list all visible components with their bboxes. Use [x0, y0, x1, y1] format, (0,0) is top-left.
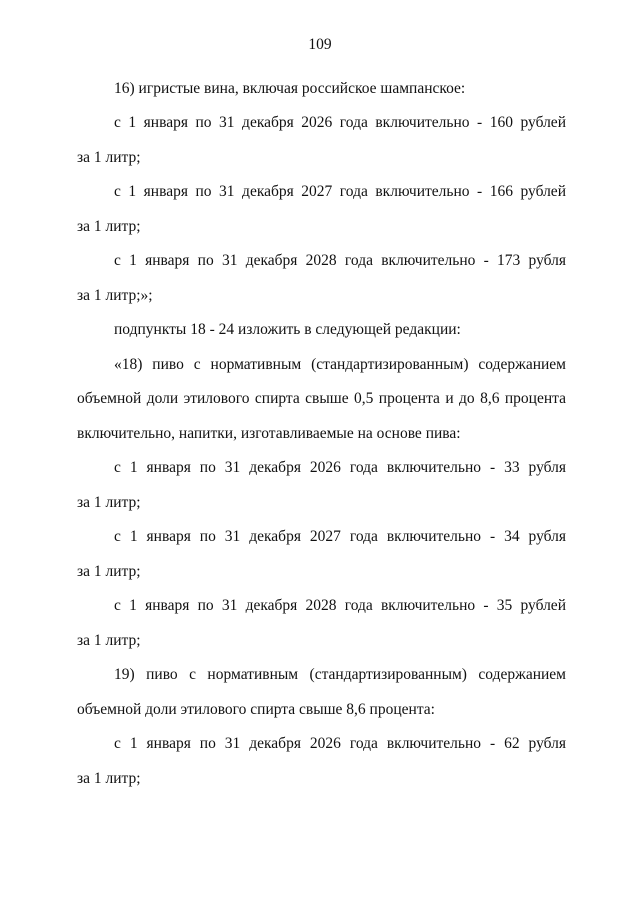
text-line: 19) пиво с нормативным (стандартизированным) содержанием: [114, 666, 566, 683]
text-line: объемной доли этилового спирта свыше 0,5 процента и до 8,6 процента: [77, 390, 566, 407]
text-line: подпункты 18 - 24 изложить в следующей редакции:: [114, 321, 461, 338]
text-line: за 1 литр;»;: [77, 287, 153, 304]
text-line: объемной доли этилового спирта свыше 8,6 процента:: [77, 701, 435, 718]
text-line: за 1 литр;: [77, 149, 141, 166]
page-number: 109: [308, 36, 332, 53]
text-line: включительно, напитки, изготавливаемые на основе пива:: [77, 425, 461, 442]
text-line: за 1 литр;: [77, 770, 141, 787]
text-line: с 1 января по 31 декабря 2028 года включительно - 35 рублей: [114, 597, 566, 614]
text-line: с 1 января по 31 декабря 2026 года включительно - 33 рубля: [114, 459, 566, 476]
text-line: 16) игристые вина, включая российское шампанское:: [114, 80, 466, 97]
text-line: за 1 литр;: [77, 218, 141, 235]
text-line: за 1 литр;: [77, 494, 141, 511]
text-line: с 1 января по 31 декабря 2027 года включительно - 166 рублей: [114, 183, 566, 200]
text-line: за 1 литр;: [77, 563, 141, 580]
text-line: с 1 января по 31 декабря 2027 года включительно - 34 рубля: [114, 528, 566, 545]
text-line: «18) пиво с нормативным (стандартизированным) содержанием: [114, 356, 566, 373]
text-line: за 1 литр;: [77, 632, 141, 649]
text-line: с 1 января по 31 декабря 2028 года включительно - 173 рубля: [114, 252, 566, 269]
text-line: с 1 января по 31 декабря 2026 года включительно - 62 рубля: [114, 735, 566, 752]
text-line: с 1 января по 31 декабря 2026 года включительно - 160 рублей: [114, 114, 566, 131]
